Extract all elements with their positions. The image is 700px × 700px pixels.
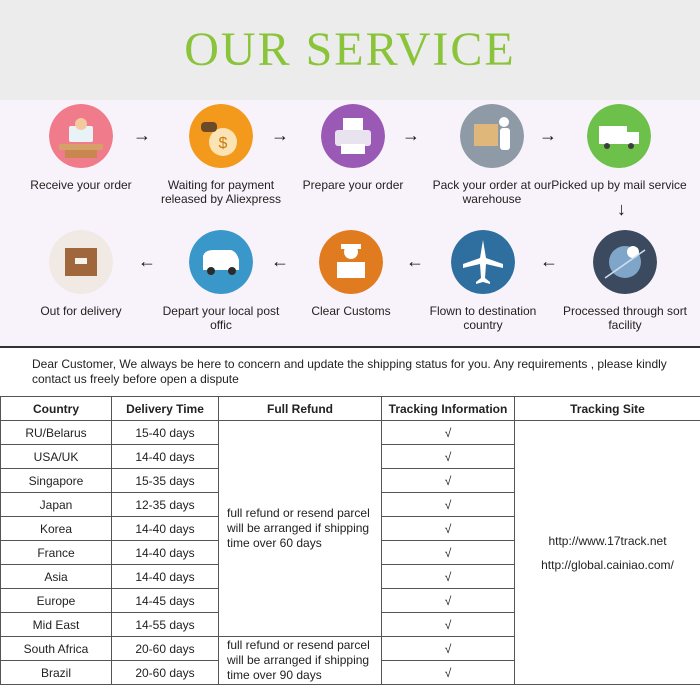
step-label: Receive your order — [30, 178, 132, 192]
table-row — [1, 421, 700, 445]
refund-90-cell: full refund or resend parcel will be arranged if shipping time over 90 days — [219, 637, 382, 685]
tracking-link-cainiao[interactable]: http://global.cainiao.com/ — [541, 557, 674, 572]
header-delivery-time: Delivery Time — [112, 397, 219, 421]
step-label: Prepare your order — [302, 178, 404, 192]
money-bag-icon — [189, 104, 253, 168]
shipping-table — [0, 396, 700, 685]
step-label: Flown to destination country — [429, 304, 537, 332]
arrow-right-icon: → — [133, 125, 151, 145]
tracking-check-icon: √ — [382, 565, 515, 589]
notice-text: Dear Customer, We always be here to concern and update the shipping status for you. Any requirements , please kindly contact us freely before open a dispute — [32, 357, 667, 386]
customs-officer-icon — [319, 230, 383, 294]
delivery-time-cell: 14-40 days — [112, 517, 219, 541]
airplane-icon — [451, 230, 515, 294]
country-cell: USA/UK — [1, 445, 112, 469]
tracking-check-icon: √ — [382, 661, 515, 685]
tracking-check-icon: √ — [382, 469, 515, 493]
header-tracking-site: Tracking Site — [515, 397, 700, 421]
header-full-refund: Full Refund — [219, 397, 382, 421]
delivery-time-cell: 15-35 days — [112, 469, 219, 493]
table-header-row — [1, 397, 700, 421]
banner — [0, 0, 700, 100]
header-country: Country — [1, 397, 112, 421]
delivery-time-cell: 14-55 days — [112, 613, 219, 637]
globe-network-icon — [593, 230, 657, 294]
country-cell: Singapore — [1, 469, 112, 493]
arrow-left-icon: ← — [271, 251, 289, 271]
delivery-time-cell: 15-40 days — [112, 421, 219, 445]
tracking-check-icon: √ — [382, 517, 515, 541]
country-cell: Japan — [1, 493, 112, 517]
country-cell: Korea — [1, 517, 112, 541]
van-icon — [189, 230, 253, 294]
arrow-left-icon: ← — [540, 251, 558, 271]
printer-icon — [321, 104, 385, 168]
step-label: Depart your local post offic — [162, 304, 280, 332]
country-cell: Brazil — [1, 661, 112, 685]
tracking-check-icon: √ — [382, 493, 515, 517]
delivery-time-cell: 12-35 days — [112, 493, 219, 517]
step-label: Picked up by mail service — [551, 178, 687, 192]
arrow-right-icon: → — [539, 125, 557, 145]
svg-text:$: $ — [218, 135, 228, 152]
country-cell: Mid East — [1, 613, 112, 637]
refund-60-cell: full refund or resend parcel will be arranged if shipping time over 60 days — [219, 421, 382, 637]
tracking-check-icon: √ — [382, 421, 515, 445]
delivery-time-cell: 14-40 days — [112, 445, 219, 469]
step-label: Out for delivery — [40, 304, 122, 318]
arrow-right-icon: → — [402, 125, 420, 145]
country-cell: Asia — [1, 565, 112, 589]
tracking-check-icon: √ — [382, 637, 515, 661]
person-at-desk-icon — [49, 104, 113, 168]
step-label: Pack your order at our warehouse — [432, 178, 552, 206]
step-label: Waiting for payment released by Aliexpress — [160, 178, 282, 206]
tracking-check-icon: √ — [382, 541, 515, 565]
tracking-check-icon: √ — [382, 445, 515, 469]
delivery-time-cell: 14-40 days — [112, 541, 219, 565]
country-cell: France — [1, 541, 112, 565]
arrow-down-icon: ↓ — [617, 199, 626, 219]
parcel-box-icon — [49, 230, 113, 294]
delivery-time-cell: 20-60 days — [112, 661, 219, 685]
delivery-time-cell: 14-40 days — [112, 565, 219, 589]
tracking-site-cell — [515, 421, 700, 685]
arrow-left-icon: ← — [406, 251, 424, 271]
country-cell: Europe — [1, 589, 112, 613]
header-tracking-information: Tracking Information — [382, 397, 515, 421]
tracking-check-icon: √ — [382, 613, 515, 637]
country-cell: South Africa — [1, 637, 112, 661]
package-carrier-icon — [460, 104, 524, 168]
step-label: Clear Customs — [311, 304, 391, 318]
page-title: OUR SERVICE — [184, 23, 516, 76]
customer-notice — [0, 346, 700, 396]
tracking-check-icon: √ — [382, 589, 515, 613]
delivery-time-cell: 20-60 days — [112, 637, 219, 661]
arrow-left-icon: ← — [138, 251, 156, 271]
process-flow — [0, 100, 700, 346]
tracking-link-17track[interactable]: http://www.17track.net — [548, 533, 667, 548]
delivery-truck-icon — [587, 104, 651, 168]
delivery-time-cell: 14-45 days — [112, 589, 219, 613]
step-label: Processed through sort facility — [562, 304, 688, 332]
country-cell: RU/Belarus — [1, 421, 112, 445]
arrow-right-icon: → — [271, 125, 289, 145]
